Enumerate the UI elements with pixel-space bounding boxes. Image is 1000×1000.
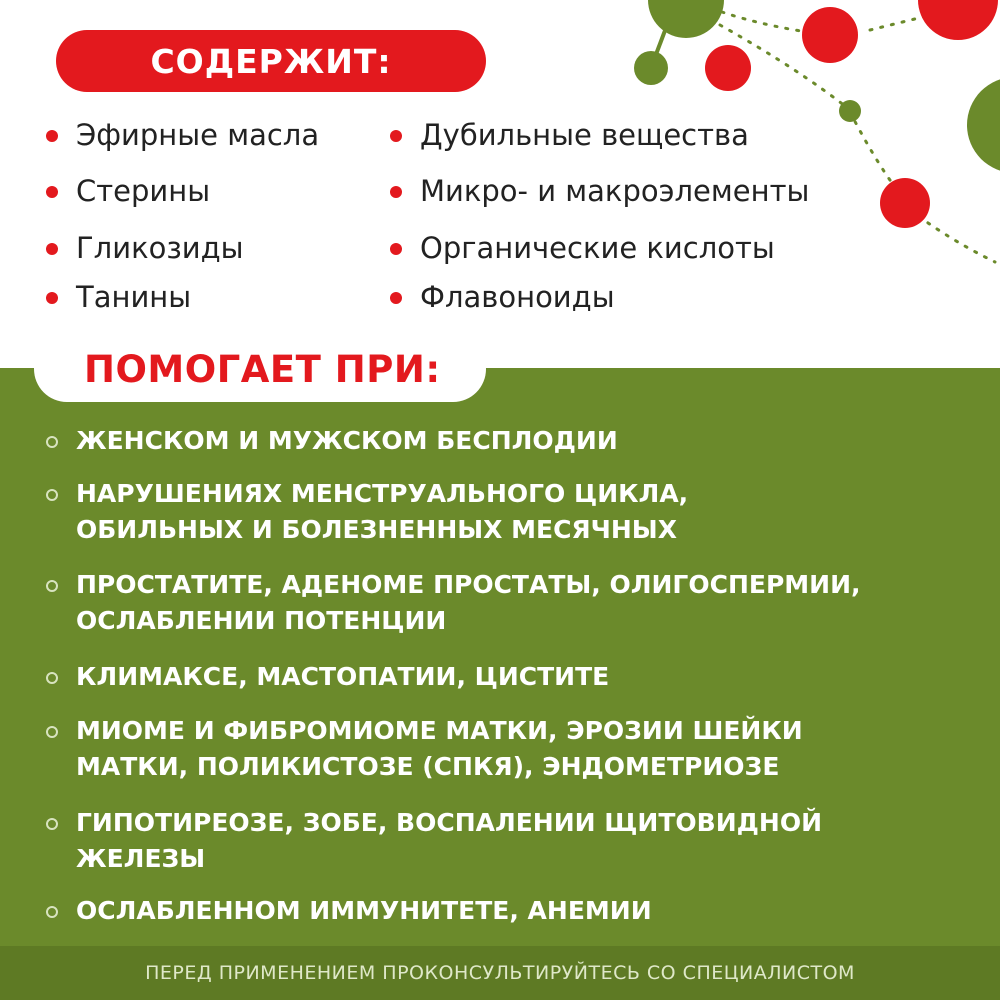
bullet-dot-icon [390, 130, 402, 142]
list-item: Дубильные вещества [420, 118, 749, 152]
list-item: Гликозиды [76, 231, 244, 265]
bullet-ring-icon [46, 906, 58, 918]
list-item: Эфирные масла [76, 118, 319, 152]
list-item: Микро- и макроэлементы [420, 174, 809, 208]
bullet-dot-icon [390, 292, 402, 304]
list-item: ЖЕНСКОМ И МУЖСКОМ БЕСПЛОДИИ [76, 423, 618, 459]
list-item: МИОМЕ И ФИБРОМИОМЕ МАТКИ, ЭРОЗИИ ШЕЙКИ МАТКИ, ПОЛИКИСТОЗЕ (СПКЯ), ЭНДОМЕТРИОЗЕ [76, 713, 803, 785]
bullet-dot-icon [390, 243, 402, 255]
list-item: Флавоноиды [420, 280, 615, 314]
list-item: Стерины [76, 174, 210, 208]
contains-header [56, 30, 486, 92]
bullet-dot-icon [46, 243, 58, 255]
bullet-dot-icon [390, 186, 402, 198]
footer-bar [0, 946, 1000, 1000]
list-item: НАРУШЕНИЯХ МЕНСТРУАЛЬНОГО ЦИКЛА, ОБИЛЬНЫХ И БОЛЕЗНЕННЫХ МЕСЯЧНЫХ [76, 476, 688, 548]
bullet-ring-icon [46, 489, 58, 501]
list-item: ПРОСТАТИТЕ, АДЕНОМЕ ПРОСТАТЫ, ОЛИГОСПЕРМИИ, ОСЛАБЛЕНИИ ПОТЕНЦИИ [76, 567, 861, 639]
disclaimer-text: ПЕРЕД ПРИМЕНЕНИЕМ ПРОКОНСУЛЬТИРУЙТЕСЬ СО СПЕЦИАЛИСТОМ [145, 962, 855, 984]
helps-header [34, 336, 486, 402]
bullet-ring-icon [46, 436, 58, 448]
bullet-ring-icon [46, 580, 58, 592]
bullet-dot-icon [46, 292, 58, 304]
list-item: КЛИМАКСЕ, МАСТОПАТИИ, ЦИСТИТЕ [76, 659, 609, 695]
bullet-ring-icon [46, 726, 58, 738]
bullet-dot-icon [46, 186, 58, 198]
list-item: Органические кислоты [420, 231, 775, 265]
bullet-ring-icon [46, 672, 58, 684]
bullet-dot-icon [46, 130, 58, 142]
helps-title: ПОМОГАЕТ ПРИ: [84, 347, 441, 391]
list-item: Танины [76, 280, 191, 314]
contains-title: СОДЕРЖИТ: [150, 41, 392, 81]
list-item: ГИПОТИРЕОЗЕ, ЗОБЕ, ВОСПАЛЕНИИ ЩИТОВИДНОЙ ЖЕЛЕЗЫ [76, 805, 822, 877]
bullet-ring-icon [46, 818, 58, 830]
list-item: ОСЛАБЛЕННОМ ИММУНИТЕТЕ, АНЕМИИ [76, 893, 652, 929]
